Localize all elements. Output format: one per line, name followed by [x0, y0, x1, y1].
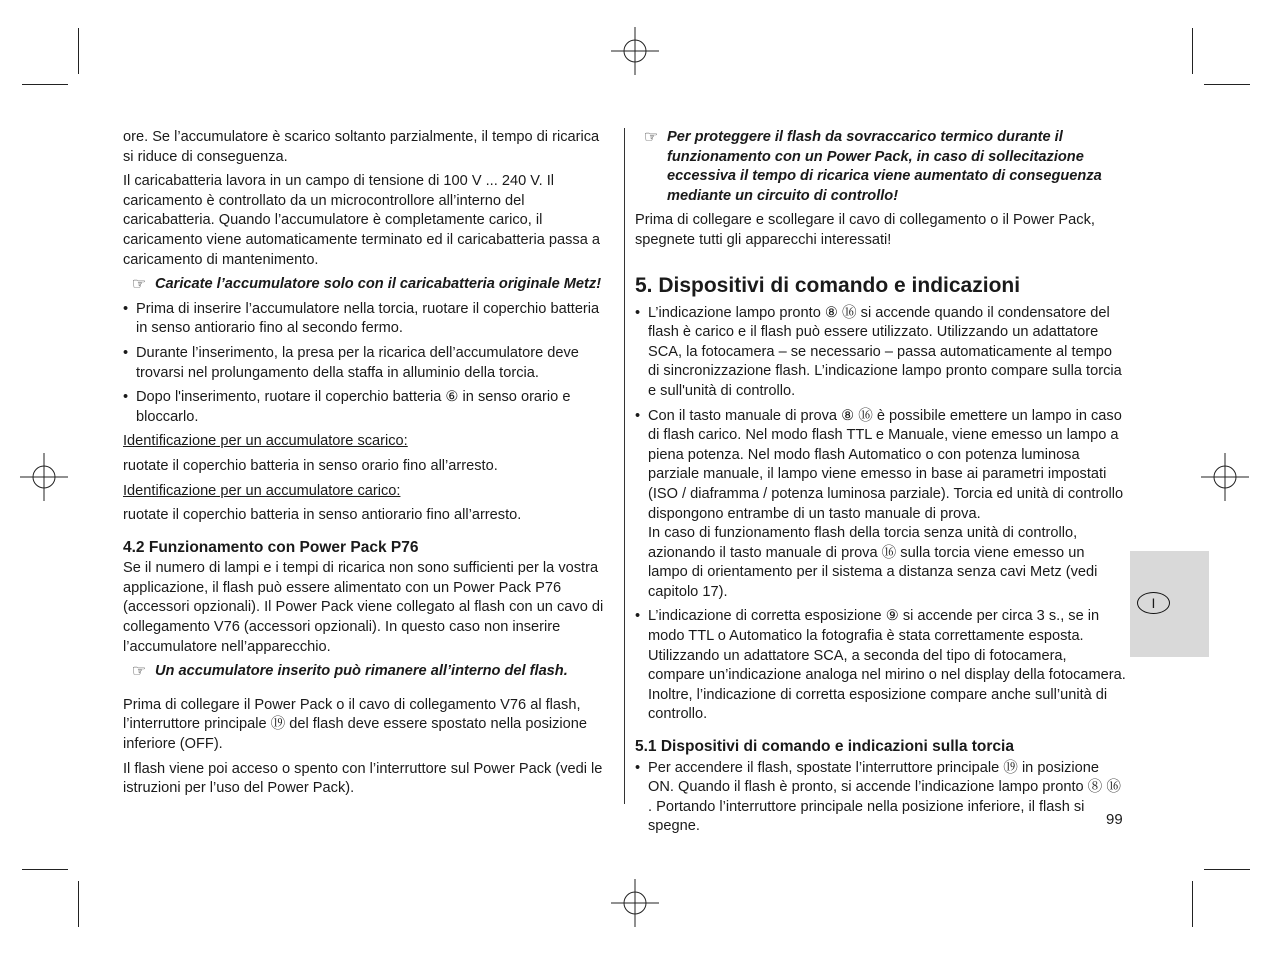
- language-tab: [1130, 551, 1209, 657]
- bullet-icon: •: [123, 344, 129, 361]
- registration-mark-icon: [611, 879, 659, 927]
- page-number: 99: [1106, 811, 1123, 828]
- list-item-text: Con il tasto manuale di prova ⑧ ⑯ è possibile emettere un lampo in caso di flash carico. Nel modo flash TTL e Manuale, viene emesso un lampo a piena potenza. Nel modo flash Automatico o con potenza luminosa parziale manuale, il lampo viene emesso in base ai parametri impostati (ISO / diaframma / potenza luminosa parziale). Torcia ed unità di controllo dispongono entrambe di un tasto manuale di prova.: [648, 407, 1124, 522]
- paragraph: Il caricabatteria lavora in un campo di tensione di 100 V ... 240 V. Il caricamento è controllato da un microcontrollore all’interno del caricabatteria. Quando l’accumulatore è completamente carico, il caricamento viene automaticamente terminato ed il caricabatteria passa a caricamento di mantenimento.: [123, 173, 600, 268]
- crop-mark: [1192, 881, 1193, 927]
- note: [123, 275, 613, 295]
- crop-mark: [1192, 28, 1193, 74]
- list-item: [123, 388, 613, 427]
- list-item-text: Per accendere il flash, spostate l’interruttore principale ⑲ in posizione ON. Quando il flash è pronto, si accende l’indicazione lampo pronto ⑧ ⑯ . Portando l’interruttore principale nella posizione inferiore, il flash si spegne.: [648, 759, 1121, 835]
- note-text: Per proteggere il flash da sovraccarico termico durante il funzionamento con un Power Pack, in caso di sollecitazione eccessiva il tempo di ricarica viene aumentato di conseguenza mediante un circuito di controllo!: [667, 129, 1102, 204]
- list-item-text: L’indicazione di corretta esposizione ⑨ si accende per circa 3 s., se in modo TTL o Automatico la fotografia è stata correttamente esposta. Utilizzando un adattatore SCA, a seconda del tipo di fotocamera, compare un’indicazione analoga nel mirino o nel display della fotocamera. Inoltre, l’indicazione di corretta esposizione compare anche sull’unità di controllo.: [648, 608, 1126, 723]
- paragraph: ore. Se l’accumulatore è scarico soltanto parzialmente, il tempo di ricarica si riduce di conseguenza.: [123, 129, 600, 165]
- paragraph: Prima di collegare il Power Pack o il cavo di collegamento V76 al flash, l’interruttore principale ⑲ del flash deve essere spostato nella posizione inferiore (OFF).: [123, 696, 588, 753]
- paragraph: Se il numero di lampi e i tempi di ricarica non sono sufficienti per la vostra applicazione, il flash può essere alimentato con un Power Pack P76 (accessori opzionali). Il Power Pack viene collegato al flash con un cavo di collegamento V76 (accessori opzionali). In questo caso non inserire l’accumulatore nell’apparecchio.: [123, 560, 604, 655]
- crop-mark: [22, 84, 68, 85]
- note: [635, 128, 1127, 206]
- registration-mark-icon: [611, 27, 659, 75]
- registration-mark-icon: [1201, 453, 1249, 501]
- bullet-icon: •: [635, 759, 641, 776]
- list-item-text: Prima di inserire l’accumulatore nella torcia, ruotare il coperchio batteria in senso antiorario fino al secondo fermo.: [136, 300, 600, 337]
- crop-mark: [78, 28, 79, 74]
- list-item: [123, 344, 613, 383]
- list-item: [635, 407, 1127, 603]
- note: [123, 662, 613, 682]
- paragraph: Il flash viene poi acceso o spento con l’interruttore sul Power Pack (vedi le istruzioni per l’uso del Power Pack).: [123, 760, 603, 797]
- section-heading: 5.1 Dispositivi di comando e indicazioni sulla torcia: [635, 738, 1014, 756]
- crop-mark: [78, 881, 79, 927]
- list-item: [635, 607, 1127, 725]
- list-item-text: Durante l’inserimento, la presa per la ricarica dell’accumulatore deve trovarsi nel prolungamento della staffa in alluminio della torcia.: [136, 344, 579, 381]
- language-tab-label: I: [1137, 592, 1170, 614]
- list-item-text: Dopo l'inserimento, ruotare il coperchio batteria ⑥ in senso orario e bloccarlo.: [136, 389, 571, 425]
- bullet-icon: •: [635, 608, 641, 625]
- section-heading: 4.2 Funzionamento con Power Pack P76: [123, 538, 419, 556]
- note-text: Caricate l’accumulatore solo con il caricabatteria originale Metz!: [155, 276, 602, 293]
- pointing-hand-icon: ☞: [131, 276, 147, 294]
- list-item-text: L’indicazione lampo pronto ⑧ ⑯ si accende quando il condensatore del flash è carico e il flash può essere utilizzato. Utilizzando un adattatore SCA, la fotocamera – se necessario – passa automaticamente al tempo di sincronizzazione flash. L’indicazione lampo pronto compare sulla torcia e sull'unità di controllo.: [648, 304, 1122, 399]
- list-item: [635, 759, 1127, 837]
- bullet-icon: •: [123, 389, 129, 406]
- paragraph: ruotate il coperchio batteria in senso antiorario fino all’arresto.: [123, 507, 522, 524]
- list-item-body: [648, 407, 1127, 603]
- column-divider: [624, 128, 625, 804]
- crop-mark: [22, 869, 68, 870]
- chapter-heading: 5. Dispositivi di comando e indicazioni: [635, 273, 1021, 297]
- subheading-underlined: Identificazione per un accumulatore scarico:: [123, 433, 408, 450]
- left-column: [123, 128, 613, 804]
- list-item: [635, 304, 1127, 402]
- bullet-icon: •: [635, 407, 641, 424]
- list-item: [123, 300, 613, 339]
- bullet-icon: •: [635, 304, 641, 321]
- pointing-hand-icon: ☞: [131, 663, 147, 681]
- subheading-underlined: Identificazione per un accumulatore carico:: [123, 482, 401, 499]
- crop-mark: [1204, 84, 1250, 85]
- registration-mark-icon: [20, 453, 68, 501]
- paragraph: ruotate il coperchio batteria in senso orario fino all’arresto.: [123, 457, 498, 474]
- note-text: Un accumulatore inserito può rimanere all’interno del flash.: [155, 663, 568, 680]
- pointing-hand-icon: ☞: [643, 129, 659, 146]
- list-item-text: In caso di funzionamento flash della torcia senza unità di controllo, azionando il tasto manuale di prova ⑯ sulla torcia viene emesso un lampo di orientamento per il sistema a distanza senza cavi Metz (vedi capitolo 17).: [648, 525, 1098, 600]
- bullet-icon: •: [123, 300, 129, 317]
- crop-mark: [1204, 869, 1250, 870]
- right-column: [635, 128, 1127, 842]
- paragraph: Prima di collegare e scollegare il cavo di collegamento o il Power Pack, spegnete tutti gli apparecchi interessati!: [635, 212, 1095, 248]
